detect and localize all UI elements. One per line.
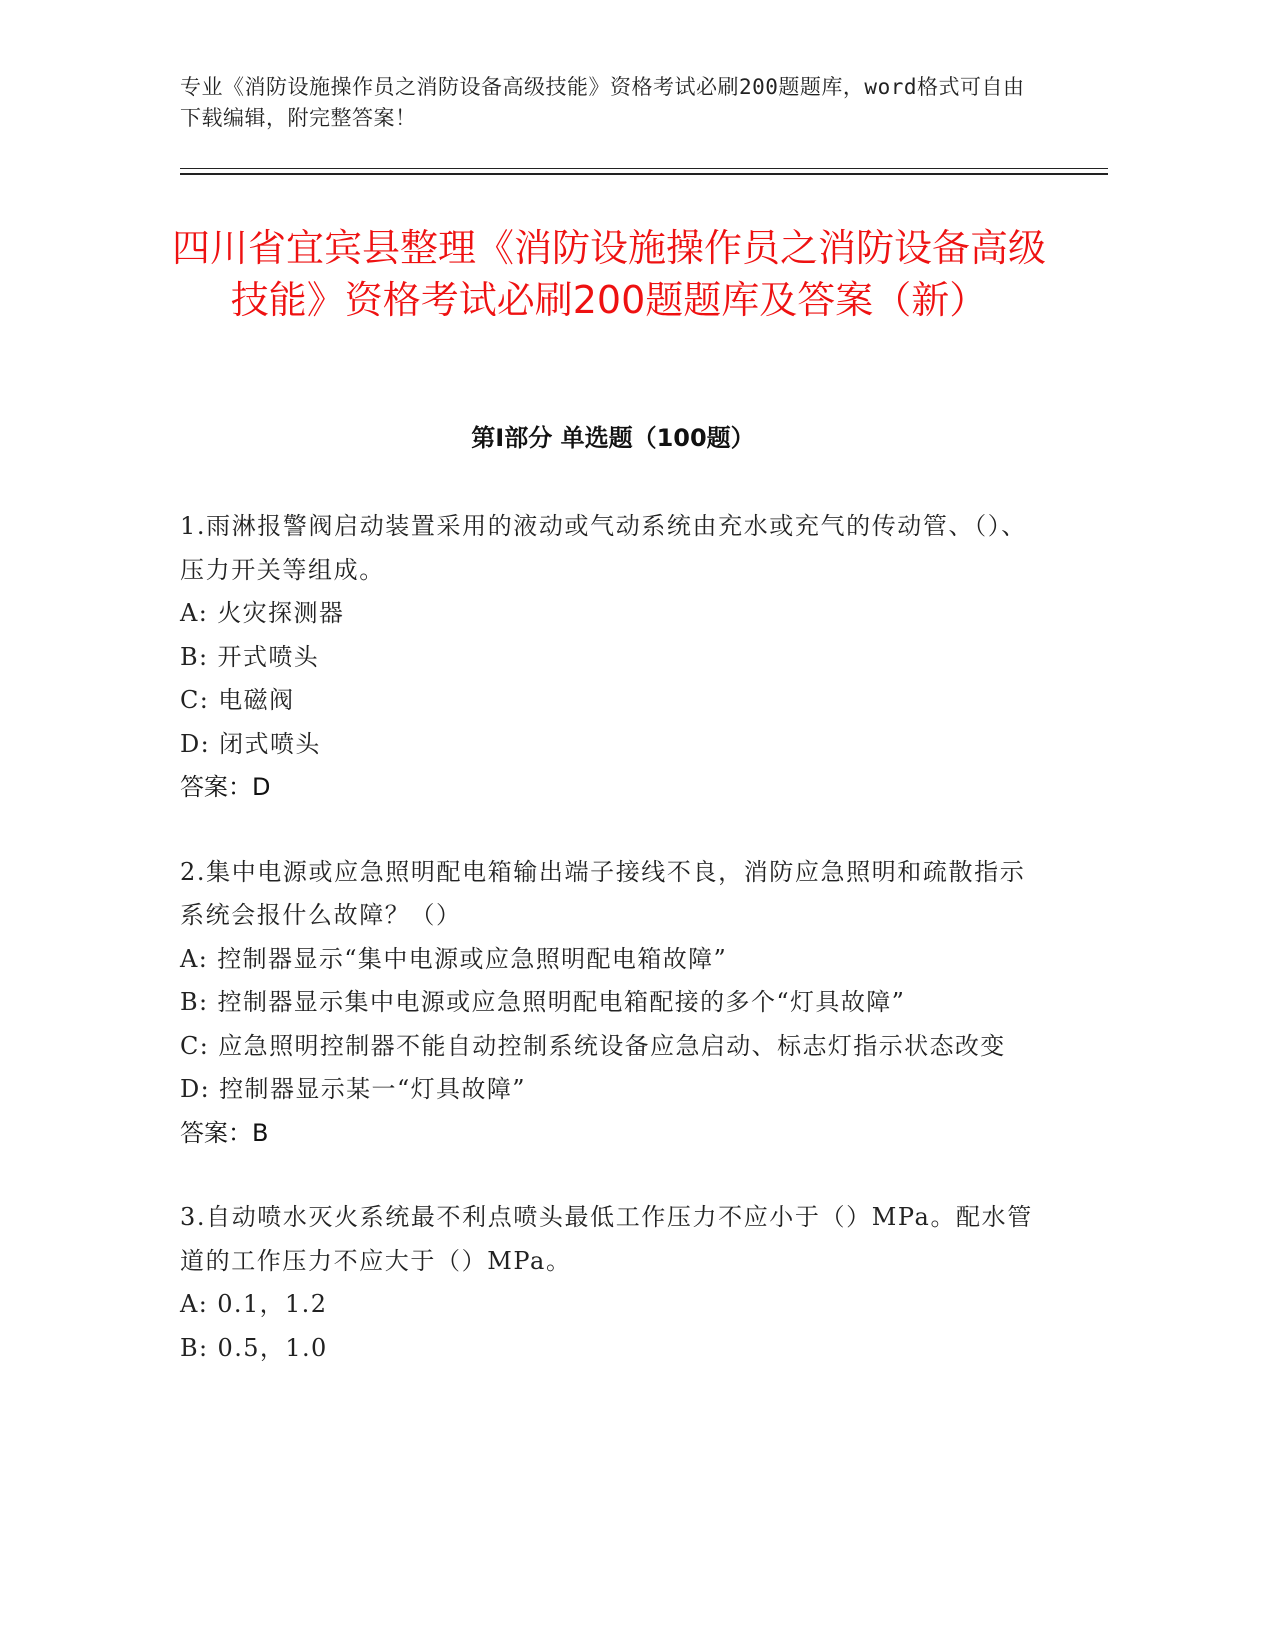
question-3	[180, 1196, 1040, 1370]
header-note: 专业《消防设施操作员之消防设备高级技能》资格考试必刷200题题库，word格式可自由下载编辑，附完整答案！	[180, 75, 1025, 130]
option-b: B: 控制器显示集中电源或应急照明配电箱配接的多个“灯具故障”	[180, 988, 906, 1016]
question-stem: 1.雨淋报警阀启动装置采用的液动或气动系统由充水或充气的传动管、（）、压力开关等组成。	[180, 512, 1027, 584]
answer-line: 答案：D	[180, 773, 271, 801]
answer-line: 答案：B	[180, 1118, 269, 1147]
question-1	[180, 505, 1040, 810]
header-divider-thin	[180, 168, 1108, 169]
option-d: D: 控制器显示某一“灯具故障”	[180, 1075, 526, 1103]
section-heading: 第Ⅰ部分 单选题（100题）	[471, 424, 755, 452]
option-d: D: 闭式喷头	[180, 729, 321, 758]
option-c: C: 电磁阀	[180, 686, 295, 714]
option-a: A: 0.1，1.2	[180, 1290, 328, 1318]
header-divider-thick	[180, 173, 1108, 175]
option-b: B: 开式喷头	[180, 642, 320, 671]
question-2	[180, 851, 1040, 1156]
document-title: 四川省宜宾县整理《消防设施操作员之消防设备高级技能》资格考试必刷200题题库及答案（新）	[171, 226, 1046, 322]
option-b: B: 0.5，1.0	[180, 1333, 328, 1362]
question-stem: 3.自动喷水灭火系统最不利点喷头最低工作压力不应小于（）MPa。配水管道的工作压力不应大于（）MPa。	[180, 1203, 1033, 1275]
option-a: A: 火灾探测器	[180, 599, 345, 627]
question-list	[180, 505, 1040, 1411]
option-c: C: 应急照明控制器不能自动控制系统设备应急启动、标志灯指示状态改变	[180, 1031, 1006, 1060]
option-a: A: 控制器显示“集中电源或应急照明配电箱故障”	[180, 944, 728, 973]
question-stem: 2.集中电源或应急照明配电箱输出端子接线不良，消防应急照明和疏散指示系统会报什么故障？（）	[180, 857, 1026, 929]
